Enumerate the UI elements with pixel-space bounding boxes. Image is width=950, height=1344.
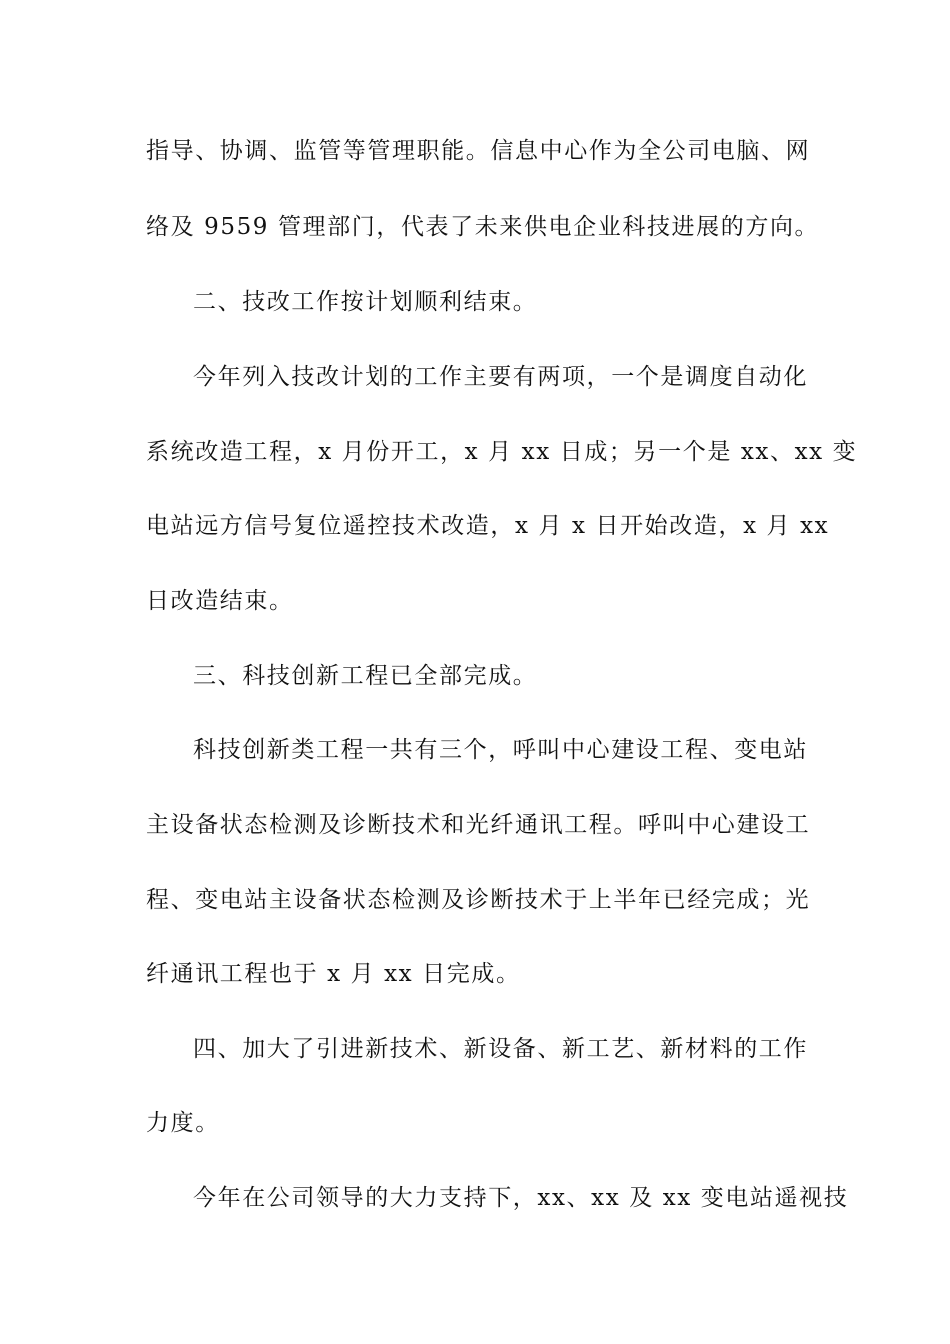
body-text-line: 络及 9559 管理部门，代表了未来供电企业科技进展的方向。 — [146, 214, 820, 240]
section-heading: 三、科技创新工程已全部完成。 — [193, 663, 538, 689]
body-text-line: 科技创新类工程一共有三个，呼叫中心建设工程、变电站 — [193, 737, 808, 763]
body-text-line: 主设备状态检测及诊断技术和光纤通讯工程。呼叫中心建设工 — [146, 812, 811, 838]
body-text-line: 纤通讯工程也于 x 月 xx 日完成。 — [146, 961, 521, 987]
body-text-line: 日改造结束。 — [146, 588, 294, 614]
body-text-line: 系统改造工程，x 月份开工，x 月 xx 日成；另一个是 xx、xx 变 — [146, 439, 858, 465]
section-heading: 四、加大了引进新技术、新设备、新工艺、新材料的工作 — [193, 1036, 808, 1062]
section-heading: 二、技改工作按计划顺利结束。 — [193, 289, 538, 315]
body-text-line: 今年在公司领导的大力支持下，xx、xx 及 xx 变电站遥视技 — [193, 1185, 849, 1211]
body-text-line: 程、变电站主设备状态检测及诊断技术于上半年已经完成；光 — [146, 887, 811, 913]
body-text-line: 电站远方信号复位遥控技术改造，x 月 x 日开始改造，x 月 xx — [146, 513, 830, 539]
body-text-line: 今年列入技改计划的工作主要有两项，一个是调度自动化 — [193, 364, 808, 390]
section-heading: 力度。 — [146, 1110, 220, 1136]
body-text-line: 指导、协调、监管等管理职能。信息中心作为全公司电脑、网 — [146, 138, 811, 164]
